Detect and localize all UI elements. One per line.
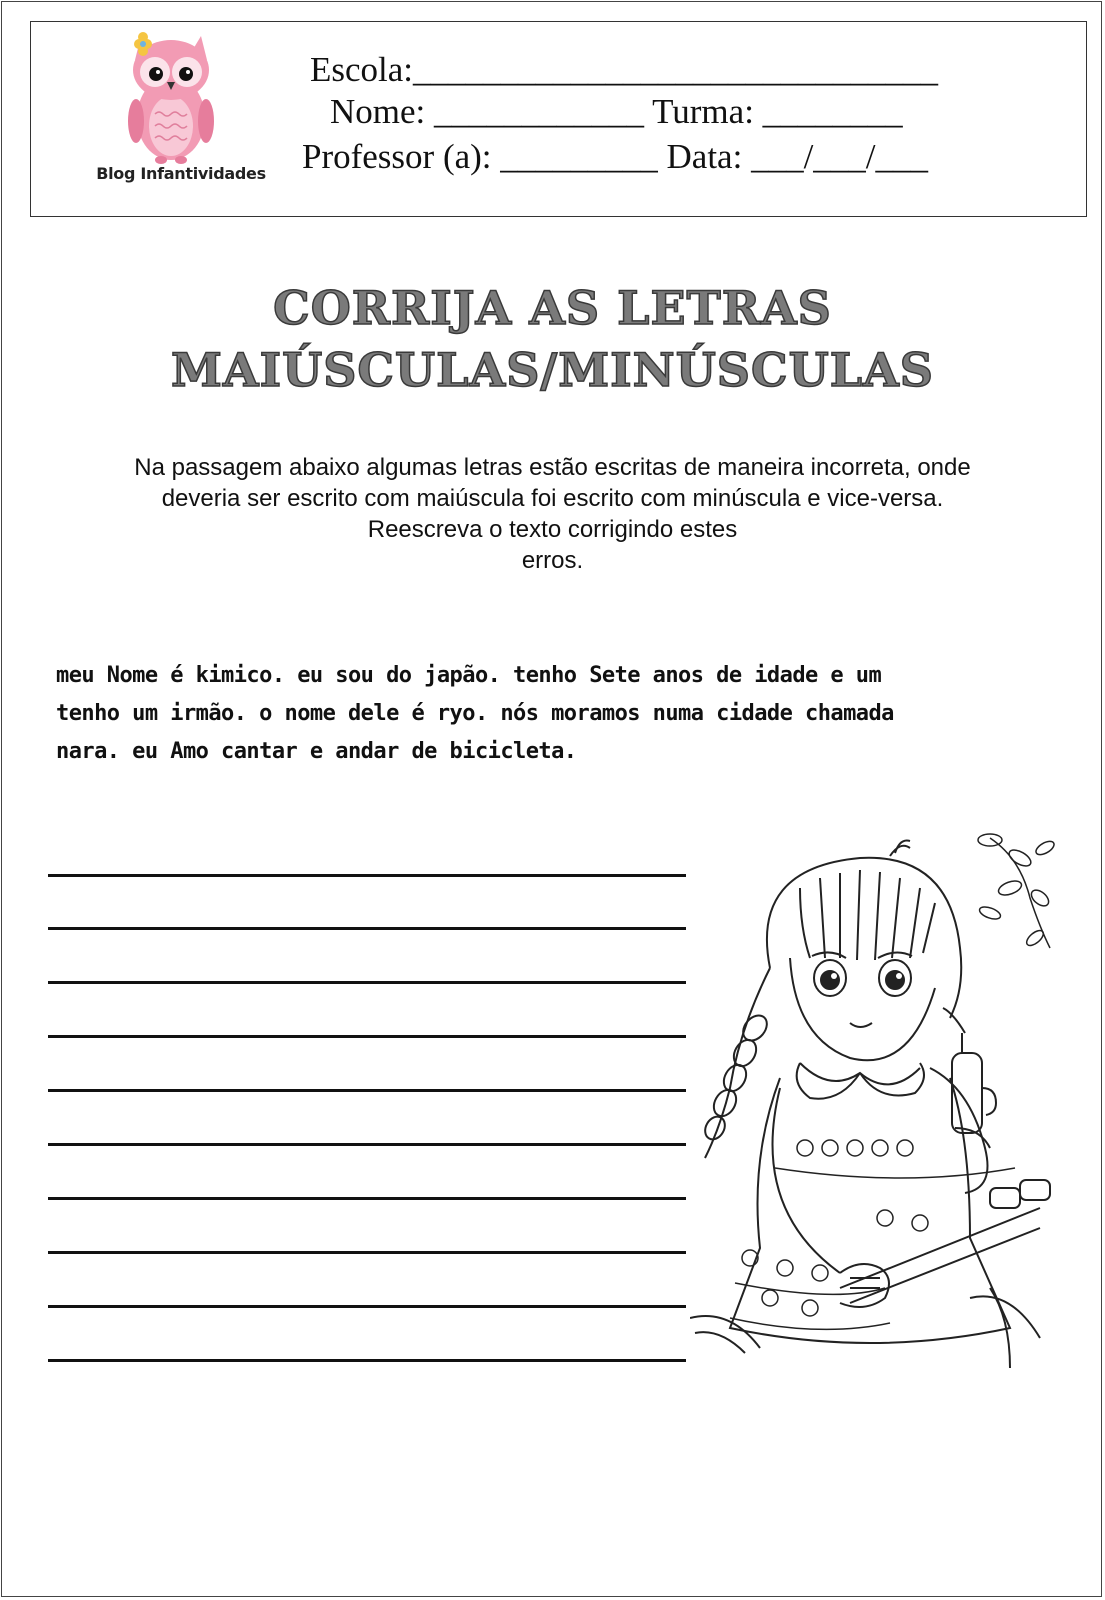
writing-line[interactable] xyxy=(48,1035,686,1038)
passage-line2: tenho um irmão. o nome dele é ryo. nós moramos numa cidade chamada xyxy=(56,701,894,726)
writing-line[interactable] xyxy=(48,1359,686,1362)
professor-data-field: Professor (a): _________ Data: ___/___/___ xyxy=(302,137,929,176)
writing-line[interactable] xyxy=(48,1089,686,1092)
worksheet-title-line1: CORRIJA AS LETRAS xyxy=(273,281,832,335)
nome-turma-field: Nome: ____________ Turma: ________ xyxy=(330,92,903,131)
instruction-line3: Reescreva o texto corrigindo estes xyxy=(367,516,738,543)
passage-line3: nara. eu Amo cantar e andar de bicicleta. xyxy=(56,739,577,764)
writing-line[interactable] xyxy=(48,1197,686,1200)
writing-line[interactable] xyxy=(48,927,686,930)
instruction-line1: Na passagem abaixo algumas letras estão escritas de maneira incorreta, onde xyxy=(134,454,971,481)
leaves-icon xyxy=(978,834,1056,948)
worksheet-title-line2: MAIÚSCULAS/MINÚSCULAS xyxy=(170,343,935,397)
instruction-line4: erros. xyxy=(521,547,584,574)
writing-line[interactable] xyxy=(48,981,686,984)
instruction-line2: deveria ser escrito com maiúscula foi escrito com minúscula e vice-versa. xyxy=(161,485,944,512)
writing-line[interactable] xyxy=(48,1251,686,1254)
owl-logo-icon xyxy=(125,26,217,168)
writing-line[interactable] xyxy=(48,1305,686,1308)
blog-name: Blog Infantividades xyxy=(96,164,266,183)
writing-line[interactable] xyxy=(48,874,686,877)
escola-field: Escola:______________________________ xyxy=(310,50,939,89)
writing-line[interactable] xyxy=(48,1143,686,1146)
girl-on-bicycle-illustration xyxy=(690,828,1068,1376)
passage-line1: meu Nome é kimico. eu sou do japão. tenho Sete anos de idade e um xyxy=(56,663,882,688)
